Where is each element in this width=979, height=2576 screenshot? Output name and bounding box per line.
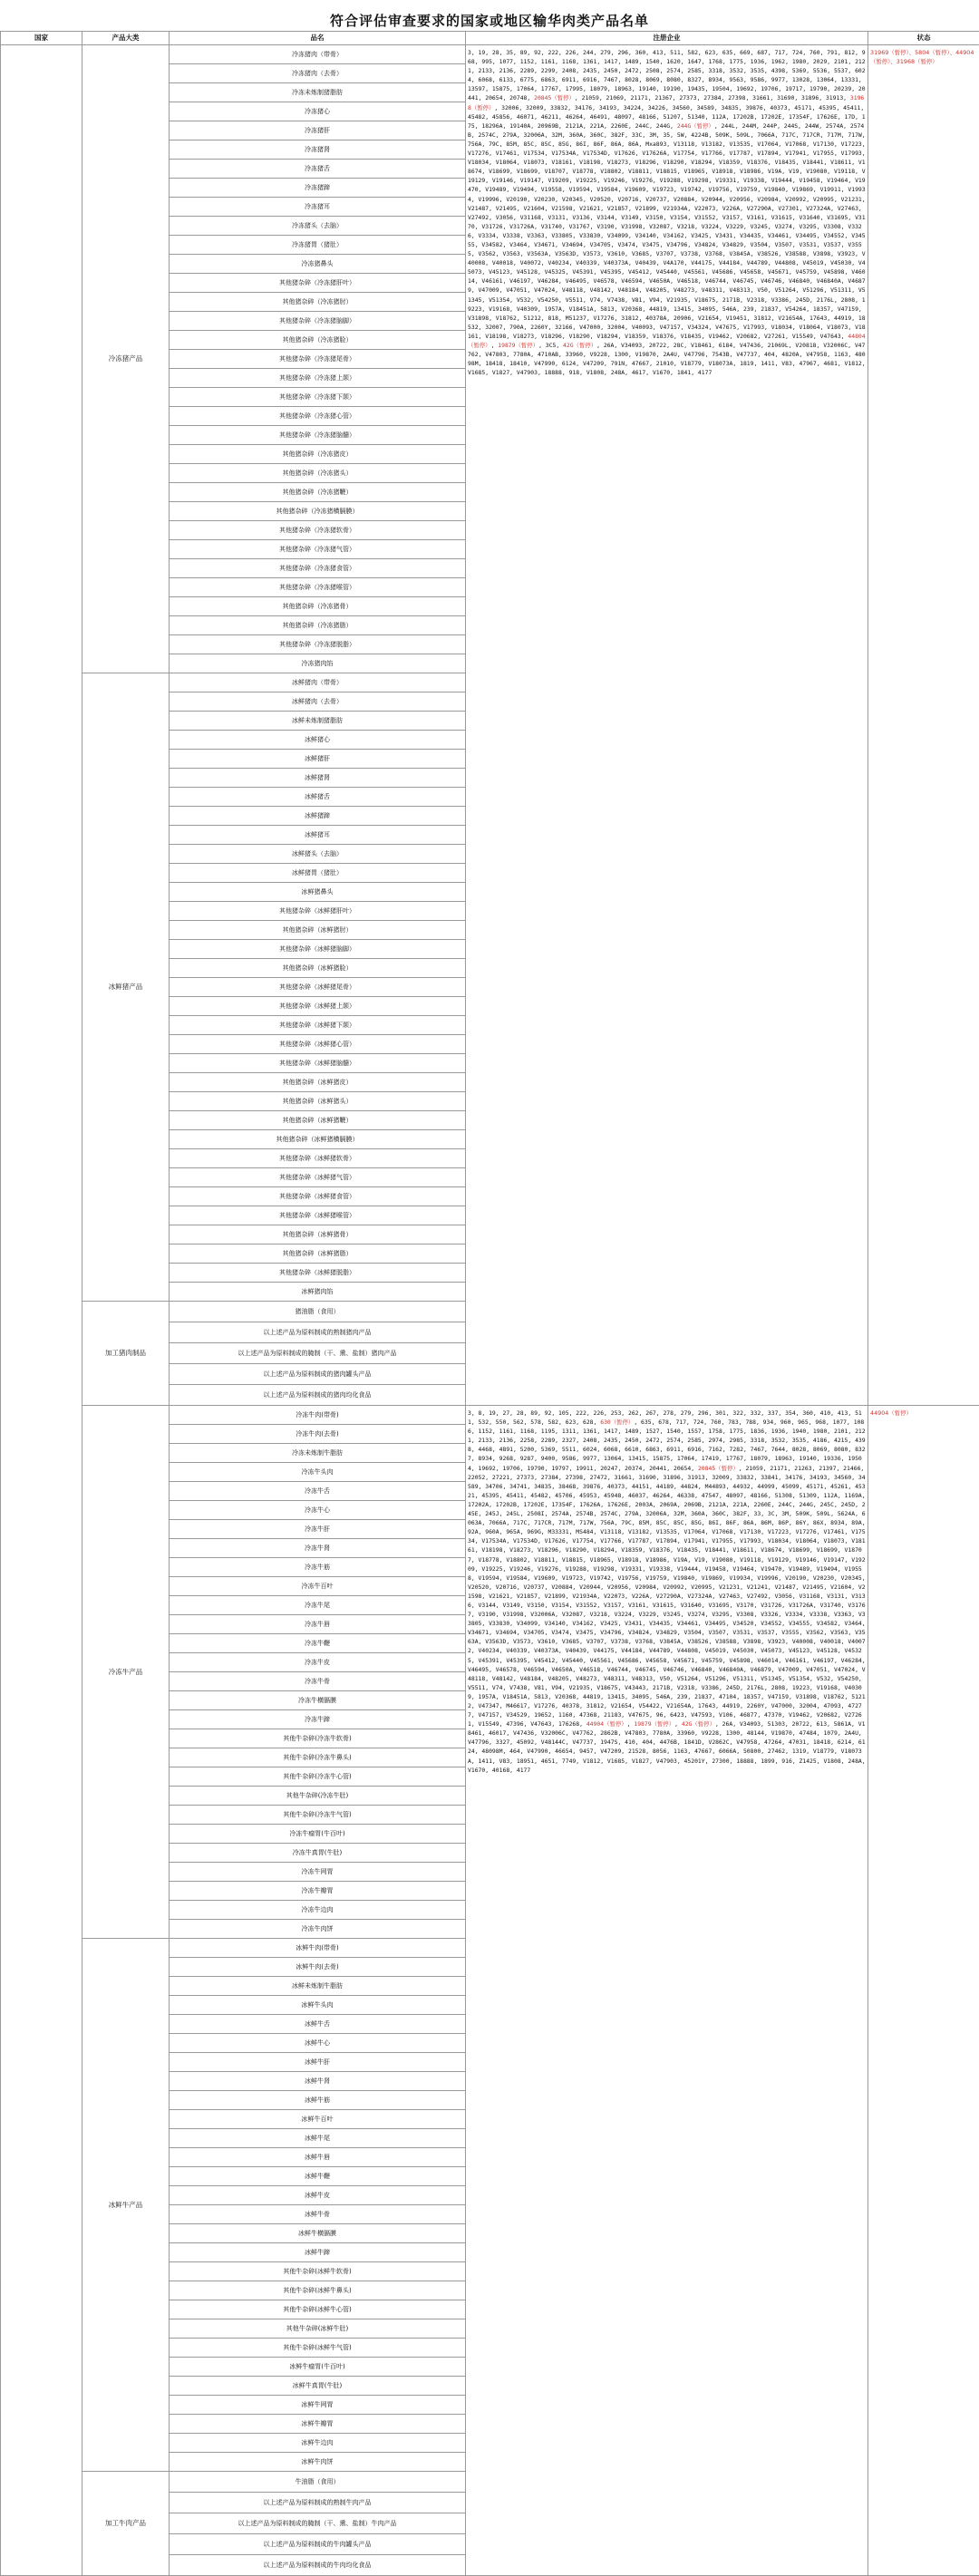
product-name-cell: 冷冻牛肉(去骨)	[170, 1425, 466, 1444]
product-name-cell: 其他猪杂碎（冷冻猪头）	[170, 464, 466, 483]
product-name-cell: 其他猪杂碎（冰鲜猪脂）	[170, 1244, 466, 1264]
product-name-cell: 冰鲜牛肝	[170, 2053, 466, 2072]
product-name-cell: 冰鲜牛肉(带骨)	[170, 1939, 466, 1958]
category-cell: 冰鲜牛产品	[82, 1939, 170, 2472]
product-name-cell: 冷冻猪肉（带骨）	[170, 45, 466, 64]
product-name-cell: 冰鲜牛网胃	[170, 2396, 466, 2415]
product-name-cell: 冷冻牛尾	[170, 1596, 466, 1615]
product-name-cell: 其他牛杂碎(冷冻牛气管)	[170, 1806, 466, 1825]
enterprise-list-text: ,	[674, 1720, 682, 1728]
product-name-cell: 冰鲜猪耳	[170, 826, 466, 845]
suspended-enterprise: 44804（暂停）	[468, 333, 866, 349]
enterprise-list-text: ,	[627, 1720, 635, 1728]
enterprise-list-text: , 244L, 244M, 244P, 244S, 244W, 2574A, 2574B, 2574C, 279A, 32006A, 32M, 360A, 360C, 382F, 33C, 3M, 35, 5W, 4224B, 509K, 509L, 7066A, 717C, 717CR, 717M, 717W, 756A, 79C, 85M, 85C, 85C, 85G, 86I, 86F, 86A, 86A, Mxa893, V13118, V13182, V13535, V17064, V17068, V17130, V17223, V17276, V17461, V17534, V17534A, V17534D, V17626, V17626A, V17754, V17766, V17787, V17894, V17941, V17955, V17993, V18034, V18064, V18073, V18161, V18198, V18273, V18296, V18290, V18294, V18359, V18376, V18435, V18441, V18611, V18674, V18699, V18699, V18707, V18778, V18802, V18811, V18815, V18965, V18918, V18986, V19A, V19, V19080, V19118, V19129, V19146, V19147, V19209, V19225, V19246, V19276, V19288, V19298, V19331, V19338, V19444, V19458, V19464, V19470, V19489, V19494, V19558, V19594, V19584, V19609, V19723, V19742, V19756, V19759, V19840, V19869, V19911, V19934, V19996, V20190, V20230, V20345, V20520, V20716, V20737, V20884, V20944, V20956, V20984, V20992, V20995, V21231, V21487, V21495, V21604, V21598, V21621, V21857, V21899, V21934A, V22073, V226A, V27290A, V27301, V27324A, V27463, V27492, V3056, V31168, V3131, V3136, V3144, V3149, V3150, V3154, V31552, V3157, V3161, V31615, V31640, V31695, V3170, V31726, V31726A, V31740, V31767, V3190, V31998, V32087, V3218, V3224, V3229, V3245, V3274, V3295, V3308, V3326, V3334, V3338, V3363, V33805, V33830, V34099, V34140, V34162, V3425, V3431, V34435, V34461, V34495, V34552, V34555, V34582, V3464, V34671, V34694, V34705, V3474, V3475, V34796, V34824, V34829, V3504, V3507, V3531, V3537, V3555, V3562, V3563, V3563A, V3563D, V3573, V3610, V3685, V3707, V3738, V3768, V3845A, V38526, V38588, V3898, V3923, V40008, V40018, V40072, V40234, V40339, V40373A, V40439, V4A170, V44175, V44184, V44789, V44808, V45019, V45030, V45073, V45123, V45128, V45325, V45391, V45395, V45412, V45440, V45561, V45686, V45658, V45671, V45759, V45898, V46014, V46161, V46197, V46284, V46495, V46578, V46594, V4650A, V46518, V46744, V46745, V46746, V46840, V46840A, V46879, V47009, V47051, V47024, V48118, V48142, V48184, V48205, V48273, V48311, V48313, V50, V51264, V51296, V51311, V51345, V51354, V532, V54250, V5511, V74, V7438, V81, V94, V21935, V18675, 2171B, V2318, V3386, 245D, 2176L, 2808, 19223, V19168, V40309, 1957A, V18451A, 5813, V20368, 44819, 13415, 34095, 546A, 239, 21837, V54264, 18357, V47159, V31898, V18762, 51212, 818, M51237, V17276, 31812, 40378A, 20906, V21654, V19451, 31812, V21654A, 17643, 44919, 18532, 32007, 790A, 2260Y, 32166, V47000, 32004, V40093, V47157, V34324, V47675, V17993, V18034, V18064, V18073, V18161, V18198, V18273, V18296, V18290, V18294, V18359, V18376, V18435, V19462, V20682, V27261, V15549, V47643,	[468, 122, 866, 340]
product-name-cell: 冷冻牛瓣胃	[170, 1882, 466, 1901]
product-name-cell: 其他猪杂碎（冰鲜猪横膈膜）	[170, 1130, 466, 1149]
category-cell: 冰鲜猪产品	[82, 673, 170, 1302]
product-name-cell: 其他猪杂碎（冰鲜猪皮）	[170, 1073, 466, 1092]
product-name-cell: 冰鲜牛瘤胃(牛百叶)	[170, 2358, 466, 2377]
table-row	[1, 45, 979, 64]
product-name-cell: 其他猪杂碎（冷冻猪肘）	[170, 293, 466, 312]
product-name-cell: 冰鲜猪头（去脑）	[170, 845, 466, 864]
product-name-cell: 其他猪杂碎（冷冻猪脱脂）	[170, 635, 466, 654]
product-name-cell: 其他猪杂碎（冰鲜猪喉管）	[170, 1206, 466, 1225]
beef-status-cell: 44904（暂停）	[868, 1406, 979, 2576]
suspended-enterprise: 31968（暂停）	[468, 94, 864, 111]
product-name-cell: 冰鲜猪肉（带骨）	[170, 673, 466, 692]
enterprise-list-text: , 21059, 21069, 21171, 21367, 27373, 27384, 27398, 31661, 31690, 31896, 31913,	[575, 94, 850, 102]
product-name-cell: 其他牛杂碎(冷冻牛鼻头)	[170, 1748, 466, 1767]
suspended-enterprise: 44904（暂停）	[586, 1720, 627, 1728]
product-name-cell: 冷冻猪肾	[170, 140, 466, 160]
product-name-cell: 冰鲜猪舌	[170, 788, 466, 807]
product-name-cell: 冷冻牛舌	[170, 1482, 466, 1501]
enterprise-list-text: , 21059, 21171, 21263, 21397, 21466, 22052, 27221, 27373, 27384, 27398, 27472, 31661, 31690, 31896, 31913, 32009, 33832, 33841, 34176, 34193, 34560, 34589, 34706, 34741, 34835, 38468, 39876, 40373, 44151, 44189, 44824, M44893, 44932, 44999, 45099, 45171, 45261, 45321, 45395, 45411, 45482, 45706, 45953, 45948, 46037, 46264, 46338, 47547, 48097, 48166, 51308, 51309, 112A, 1169A, 17202A, 17202B, 17202E, 17354F, 17626A, 17626E, 2003A, 2069A, 2069B, 2121A, 221A, 2260E, 244C, 244G, 245C, 245D, 245E, 245J, 245L, 2508I, 2574A, 2574B, 2574C, 279A, 32006A, 32M, 360A, 360C, 382F, 33, 3C, 3M, 509K, 509L, 5624A, 6063A, 7066A, 717C, 717CR, 717M, 717W, 756A, 79C, 85M, 85C, 85C, 85G, 86I, 86F, 86A, 86M, 86P, 86Y, 86X, 8934, 89A, 92A, 960A, 965A, 969G, M33331, MS484, V13118, V13182, V13535, V17064, V17068, V17130, V17223, V17276, V17461, V17534, V17534A, V17534D, V17626, V17754, V17766, V17787, V17894, V17941, V17955, V17993, V18034, V18064, V18073, V18161, V18198, V18273, V18296, V18290, V18294, V18359, V18376, V18435, V18441, V18611, V18674, V18699, V18699, V18707, V18778, V18802, V18811, V18815, V18965, V18918, V18986, V19A, V19, V19080, V19118, V19129, V19146, V19147, V19209, V19225, V19246, V19276, V19288, V19298, V19331, V19338, V19444, V19458, V19464, V19470, V19489, V19494, V19558, V19594, V19584, V19609, V19723, V19742, V19756, V19759, V19840, V19869, V19934, V19996, V20190, V20230, V20345, V20520, V20716, V20737, V20884, V20944, V20956, V20984, V20992, V20995, V21231, V21241, V21487, V21495, V21604, V21598, V21621, V21857, V21899, V21934A, V22073, V226A, V27290A, V27324A, V27463, V27492, V3056, V31168, V3131, V3136, V3144, V3149, V3150, V3154, V31552, V3157, V3161, V31615, V31640, V31695, V3170, V31726, V31726A, V31740, V31767, V3190, V31998, V32006A, V32087, V3218, V3224, V3229, V3245, V3274, V3295, V3308, V3326, V3334, V3338, V3363, V33805, V33830, V34099, V34140, V34162, V3425, V3431, V34435, V34461, V34495, V34520, V34552, V34555, V34582, V3464, V34671, V34694, V34705, V3474, V3475, V34796, V34824, V34829, V3504, V3507, V3531, V3537, V3555, V3562, V3563, V3563A, V3563D, V3573, V3610, V3685, V3707, V3738, V3768, V3845A, V38526, V38588, V3898, V3923, V40008, V40018, V40072, V40234, V40339, V40373A, V40439, V44175, V44184, V44789, V44808, V45019, V45030, V45073, V45123, V45128, V45325, V45391, V45395, V45412, V45440, V45561, V45686, V45658, V45671, V45759, V45898, V46014, V46161, V46197, V46284, V46495, V46578, V46594, V4650A, V46518, V46744, V46745, V46746, V46840, V46840A, V46879, V47009, V47051, V47024, V48118, V48142, V48184, V48205, V48273, V48311, V48313, V50, V51264, V51296, V51311, V51345, V51354, V532, V54250, V5511, V74, V7438, V81, V94, V21935, V18675, V43443, 2171B, V2318, V3386, 245D, 2176L, 2808, 19223, V19168, V40309, 1957A, V18451A, 5813, V20368, 44819, 13415, 34095, 546A, 239, 21837, 47104, 18357, V47159, V31898, V18762, 51212, V47347, M46617, V17276, 40378, 31812, V21654, V54422, V21654A, 17643, 44919, 2260Y, V47000, 32004, 47093, 47277, V47157, V34529, 19652, 1160, 47368, 21183, V47675, 96, 6423, V47593, V106, 46877, 47370, V19462, V20682, V27261, V15549, 47396, V47643, 176268,	[468, 1465, 866, 1729]
product-name-cell: 冰鲜牛肾	[170, 2072, 466, 2091]
product-name-cell: 冰鲜猪肉馅	[170, 1283, 466, 1302]
product-name-cell: 其他猪杂碎（冰鲜猪头）	[170, 1092, 466, 1111]
product-name-cell: 其他猪杂碎（冷冻猪脑髓）	[170, 426, 466, 445]
product-name-cell: 以上述产品为原料制成的牛肉均化食品	[170, 2555, 466, 2576]
header-status: 状态	[868, 32, 979, 45]
enterprise-list-text: 3, 8, 19, 27, 28, 89, 92, 105, 222, 226, 253, 262, 267, 278, 279, 296, 301, 322, 332, 337, 354, 360, 410, 413, 511, 532, 550, 562, 578, 582, 623, 628,	[468, 1409, 862, 1426]
product-name-cell: 冷冻牛肉饼	[170, 1920, 466, 1939]
product-name-cell: 以上述产品为原料制成的牛肉罐头产品	[170, 2534, 466, 2555]
product-name-cell: 冷冻猪胃（猪肚）	[170, 236, 466, 255]
product-name-cell: 冷冻牛骨	[170, 1672, 466, 1691]
product-name-cell: 其他牛杂碎(冰鲜牛软骨)	[170, 2262, 466, 2281]
table-row	[1, 1406, 979, 1425]
product-name-cell: 冰鲜牛蹄	[170, 2243, 466, 2262]
product-name-cell: 冷冻牛蹄	[170, 1710, 466, 1729]
product-name-cell: 其他猪杂碎（冰鲜猪下颌）	[170, 1016, 466, 1035]
product-name-cell: 冰鲜猪鼻头	[170, 883, 466, 902]
product-name-cell: 其他猪杂碎（冷冻猪皮）	[170, 445, 466, 464]
product-name-cell: 其他猪杂碎（冰鲜猪鞭）	[170, 1111, 466, 1130]
product-name-cell: 冰鲜猪蹄	[170, 807, 466, 826]
product-name-cell: 冷冻牛肾	[170, 1539, 466, 1558]
product-name-cell: 冰鲜牛鞭	[170, 2167, 466, 2186]
product-name-cell: 冰鲜牛瓣胃	[170, 2415, 466, 2434]
beef-enterprises-cell	[466, 1406, 868, 2576]
suspended-enterprise: 630（暂停）	[600, 1419, 634, 1426]
product-name-cell: 冰鲜牛真胃(牛肚)	[170, 2377, 466, 2396]
country-cell	[1, 45, 82, 2576]
product-name-cell: 猪油脂（食用）	[170, 1302, 466, 1322]
category-cell: 加工牛肉产品	[82, 2472, 170, 2576]
product-name-cell: 其他猪杂碎（冷冻猪气管）	[170, 540, 466, 559]
product-name-cell: 其他猪杂碎（冰鲜猪脑脚）	[170, 940, 466, 959]
product-name-cell: 冷冻猪心	[170, 102, 466, 121]
product-name-cell: 冷冻牛瘤胃(牛百叶)	[170, 1825, 466, 1844]
header-enterprises: 注册企业	[466, 32, 868, 45]
product-name-cell: 其他猪杂碎（冷冻猪脑脚）	[170, 312, 466, 331]
product-name-cell: 其他猪杂碎（冷冻猪骨）	[170, 597, 466, 616]
suspended-enterprise: 20845（暂停）	[534, 94, 575, 102]
product-name-cell: 其他猪杂碎（冷冻猪上颌）	[170, 369, 466, 388]
enterprise-list-text: , 635, 678, 717, 724, 760, 783, 788, 934, 960, 965, 968, 1077, 1086, 1152, 1161, 1168, 1195, 1311, 1361, 1417, 1489, 1527, 1540, 1557, 1758, 1775, 1836, 1936, 1940, 1980, 2101, 2121, 2133, 2136, 2258, 2289, 2327, 2408, 2435, 2450, 2472, 2574, 2585, 2974, 2985, 3318, 3532, 3535, 4186, 4215, 4398, 4468, 4891, 5200, 5369, 5511, 6024, 6068, 6610, 6863, 6911, 6916, 7162, 7282, 7467, 7644, 8028, 8069, 8080, 8327, 8934, 9268, 9287, 9400, 9586, 9977, 13064, 13415, 15875, 17064, 17419, 17767, 18079, 18963, 19140, 19336, 19504, 19692, 19706, 19790, 19797, 19911, 20247, 20374, 20441, 20654,	[468, 1419, 866, 1471]
enterprise-list-text: , 26A, V34093, 20722, 28C, V18461, 6184, V47436, 21069L, V20818, V32006C, V47762, V47803, 7780A, 4710AB, 33960, V9228, 1300, V19870, 2A4U, V47796, 7543B, V47737, 404, 4820A, V47958, 1163, 48098M, 18418, 18410, V47990, 6124, V47209, 791N, 47667, 21010, V18779, V18073A, 1819, 1411, V83, 47967, 4681, V1812, V1685, V1827, V47903, 18888, 918, V1808, 248A, 4617, V1670, 1841, 4177	[468, 342, 866, 376]
product-name-cell: 其他猪杂碎（冷冻猪喉管）	[170, 578, 466, 597]
product-name-cell: 以上述产品为原料制成的熟制牛肉产品	[170, 2493, 466, 2513]
enterprise-list-text: ,	[491, 342, 499, 349]
product-name-cell: 冷冻牛心	[170, 1501, 466, 1520]
product-name-cell: 冰鲜未炼制猪脂肪	[170, 712, 466, 731]
product-name-cell: 冷冻牛真胃(牛肚)	[170, 1844, 466, 1863]
page-title: 符合评估审查要求的国家或地区输华肉类产品名单	[0, 11, 979, 30]
product-name-cell: 冷冻猪蹄	[170, 179, 466, 198]
product-name-cell: 冷冻牛横膈膜	[170, 1691, 466, 1710]
product-name-cell: 冰鲜牛肉(去骨)	[170, 1958, 466, 1977]
product-name-cell: 冰鲜牛头肉	[170, 1996, 466, 2015]
product-name-cell: 其他牛杂碎(冰鲜牛心管)	[170, 2300, 466, 2319]
suspended-enterprise: 42G（暂停）	[563, 342, 596, 349]
product-name-cell: 冰鲜牛边肉	[170, 2434, 466, 2453]
product-name-cell: 其他猪杂碎（冷冻猪脸）	[170, 331, 466, 350]
suspended-enterprise: 19879（暂停）	[634, 1720, 674, 1728]
category-cell: 冷冻猪产品	[82, 45, 170, 673]
product-name-cell: 以上述产品为原料制成的猪肉均化食品	[170, 1385, 466, 1406]
product-name-cell: 冰鲜牛舌	[170, 2015, 466, 2034]
product-name-cell: 其他猪杂碎（冰鲜猪肘）	[170, 921, 466, 940]
product-name-cell: 其他猪杂碎（冰鲜猪脸）	[170, 959, 466, 978]
product-name-cell: 其他牛杂碎(冷冻牛肚)	[170, 1787, 466, 1806]
product-name-cell: 冰鲜猪心	[170, 731, 466, 750]
suspended-enterprise: 244G（暂停）	[677, 122, 714, 130]
product-name-cell: 其他猪杂碎（冰鲜猪脑髓）	[170, 1054, 466, 1073]
enterprise-list-text: 3, 19, 28, 35, 89, 92, 222, 226, 244, 279, 296, 360, 413, 511, 582, 623, 635, 669, 687, 717, 724, 760, 791, 812, 968, 995, 1077, 1152, 1161, 1168, 1361, 1417, 1489, 1540, 1620, 1647, 1768, 1775, 1936, 1962, 1980, 2029, 2101, 2121, 2133, 2136, 2289, 2299, 2408, 2435, 2450, 2472, 2508, 2574, 2585, 3318, 3532, 3535, 4398, 5369, 5536, 5537, 6024, 6068, 6133, 6775, 6863, 6911, 6916, 7467, 8028, 8069, 8080, 8327, 8934, 9563, 9586, 9977, 13028, 13064, 13331, 13597, 15875, 17064, 17767, 17995, 18079, 18963, 19140, 19190, 19435, 19504, 19692, 19706, 19717, 19790, 20239, 20441, 20654, 20748,	[468, 49, 866, 102]
suspended-enterprise: 42G（暂停）	[682, 1720, 715, 1728]
product-name-cell: 以上述产品为原料制成的腌制（干、熏、盐制）猪肉产品	[170, 1343, 466, 1364]
product-name-cell: 其他猪杂碎（冷冻猪横膈膜）	[170, 502, 466, 521]
product-name-cell: 其他猪杂碎（冰鲜猪脱脂）	[170, 1264, 466, 1283]
product-name-cell: 其他牛杂碎(冰鲜牛气管)	[170, 2339, 466, 2358]
product-name-cell: 其他猪杂碎（冷冻猪心管）	[170, 407, 466, 426]
product-name-cell: 冰鲜牛唇	[170, 2148, 466, 2167]
product-name-cell: 冰鲜牛肉饼	[170, 2453, 466, 2472]
product-name-cell: 冰鲜猪肉（去骨）	[170, 692, 466, 712]
category-cell: 加工猪肉制品	[82, 1302, 170, 1406]
product-name-cell: 其他猪杂碎（冰鲜猪心管）	[170, 1035, 466, 1054]
product-name-cell: 冰鲜牛筋	[170, 2091, 466, 2110]
header-product: 品名	[170, 32, 466, 45]
product-name-cell: 其他猪杂碎（冰鲜猪软骨）	[170, 1149, 466, 1168]
enterprise-list-text: , 32006, 32009, 33832, 34176, 34193, 34224, 34226, 34560, 34589, 34835, 39876, 40373, 45171, 45395, 45411, 45482, 45856, 46071, 46211, 46264, 46491, 48097, 48166, 51207, 51340, 112A, 17202B, 17202E, 17354F, 17626E, 17D, 175, 18296A, 19140A, 20969B, 2121A, 221A, 2260E, 244C, 244G,	[468, 104, 866, 130]
product-name-cell: 冰鲜猪肾	[170, 769, 466, 788]
product-name-cell: 其他猪杂碎（冷冻猪鞭）	[170, 483, 466, 502]
product-name-cell: 冷冻猪肉馅	[170, 654, 466, 673]
product-name-cell: 冷冻牛边肉	[170, 1901, 466, 1920]
pork-status-cell: 31969（暂停）、5804（暂停）、44904（暂停）、31968（暂停）	[868, 45, 979, 1406]
product-name-cell: 冰鲜牛百叶	[170, 2110, 466, 2129]
product-name-cell: 冷冻猪肉（去骨）	[170, 64, 466, 83]
product-name-cell: 其他猪杂碎（冰鲜猪尾骨）	[170, 978, 466, 997]
product-name-cell: 以上述产品为原料制成的猪肉罐头产品	[170, 1364, 466, 1385]
product-name-cell: 冷冻牛唇	[170, 1615, 466, 1634]
table-body	[1, 45, 979, 2576]
product-name-cell: 冰鲜未炼制牛脂肪	[170, 1977, 466, 1996]
product-name-cell: 冷冻猪头（去脑）	[170, 217, 466, 236]
product-name-cell: 其他猪杂碎（冷冻猪尾骨）	[170, 350, 466, 369]
category-cell: 冷冻牛产品	[82, 1406, 170, 1939]
product-name-cell: 冰鲜牛横膈膜	[170, 2224, 466, 2243]
product-name-cell: 冰鲜牛皮	[170, 2186, 466, 2205]
product-name-cell: 其他猪杂碎（冷冻猪软骨）	[170, 521, 466, 540]
product-name-cell: 冷冻牛百叶	[170, 1577, 466, 1596]
product-name-cell: 冰鲜猪胃（猪肚）	[170, 864, 466, 883]
product-name-cell: 冷冻牛筋	[170, 1558, 466, 1577]
product-name-cell: 冷冻猪舌	[170, 160, 466, 179]
product-name-cell: 冷冻牛网胃	[170, 1863, 466, 1882]
suspended-enterprise: 20845（暂停）	[698, 1465, 739, 1472]
enterprise-list-text: , 3C5,	[538, 342, 563, 349]
product-name-cell: 冷冻猪肝	[170, 121, 466, 140]
product-name-cell: 其他猪杂碎（冷冻猪肝叶）	[170, 274, 466, 293]
product-name-cell: 以上述产品为原料制成的腌制（干、熏、盐制）牛肉产品	[170, 2513, 466, 2534]
product-name-cell: 其他牛杂碎(冰鲜牛鼻头)	[170, 2281, 466, 2300]
header-category: 产品大类	[82, 32, 170, 45]
product-name-cell: 冰鲜牛骨	[170, 2205, 466, 2224]
product-table	[0, 31, 979, 2576]
product-name-cell: 冰鲜猪肝	[170, 750, 466, 769]
product-name-cell: 其他猪杂碎（冷冻猪脂）	[170, 616, 466, 635]
product-name-cell: 牛油脂（食用）	[170, 2472, 466, 2493]
header-country: 国家	[1, 32, 82, 45]
product-name-cell: 其他猪杂碎（冰鲜猪肝叶）	[170, 902, 466, 921]
product-name-cell: 其他猪杂碎（冰鲜猪骨）	[170, 1225, 466, 1244]
product-name-cell: 其他猪杂碎（冰鲜猪上颌）	[170, 997, 466, 1016]
product-name-cell: 其他牛杂碎(冰鲜牛肚)	[170, 2319, 466, 2339]
product-name-cell: 冷冻牛头肉	[170, 1463, 466, 1482]
product-name-cell: 冷冻牛肝	[170, 1520, 466, 1539]
product-name-cell: 冷冻猪鼻头	[170, 255, 466, 274]
product-name-cell: 冷冻未炼制牛脂肪	[170, 1444, 466, 1463]
product-name-cell: 以上述产品为原料制成的熟制猪肉产品	[170, 1322, 466, 1343]
product-name-cell: 其他猪杂碎（冰鲜猪气管）	[170, 1168, 466, 1187]
product-name-cell: 冷冻猪耳	[170, 198, 466, 217]
suspended-enterprise: 19879（暂停）	[498, 342, 538, 349]
product-name-cell: 其他牛杂碎(冷冻牛软骨)	[170, 1729, 466, 1748]
product-name-cell: 其他猪杂碎（冷冻猪食管）	[170, 559, 466, 578]
product-name-cell: 其他猪杂碎（冷冻猪下颌）	[170, 388, 466, 407]
product-name-cell: 冷冻未炼制猪脂肪	[170, 83, 466, 102]
product-name-cell: 其他牛杂碎(冷冻牛心管)	[170, 1767, 466, 1787]
product-name-cell: 冰鲜牛尾	[170, 2129, 466, 2148]
product-name-cell: 冷冻牛肉(带骨)	[170, 1406, 466, 1425]
product-name-cell: 冷冻牛鞭	[170, 1634, 466, 1653]
product-name-cell: 冷冻牛皮	[170, 1653, 466, 1672]
enterprise-list-text: , 26A, V34093, 51303, 20722, 613, 5861A, V18461, 46017, V47436, V32006C, V47762, 2862B, V47803, 7780A, 33960, V9228, 1300, 48144, V19870, 47484, 1079, 2A4U, V47796, 3327, 45092, V48144C, V47737, 1947S, 410, 404, 4476B, 1841D, V2862C, V47958, 47264, 47031, 18418, 6214, 6124, 48098M, 464, V47990, 46654, 9457, V47209, 21528, 8056, 1163, 47667, 6066A, 50800, 27462, 1319, V18779, V18073A, 1411, V83, 18951, 4651, 7749, V1812, V1685, V1827, V47903, 45201Y, 27300, 18888, 1899, 916, Z1425, V1808, 248A, V1670, 40168, 4177	[468, 1720, 866, 1773]
product-name-cell: 其他猪杂碎（冰鲜猪食管）	[170, 1187, 466, 1206]
pork-enterprises-cell	[466, 45, 868, 1406]
product-name-cell: 冰鲜牛心	[170, 2034, 466, 2053]
